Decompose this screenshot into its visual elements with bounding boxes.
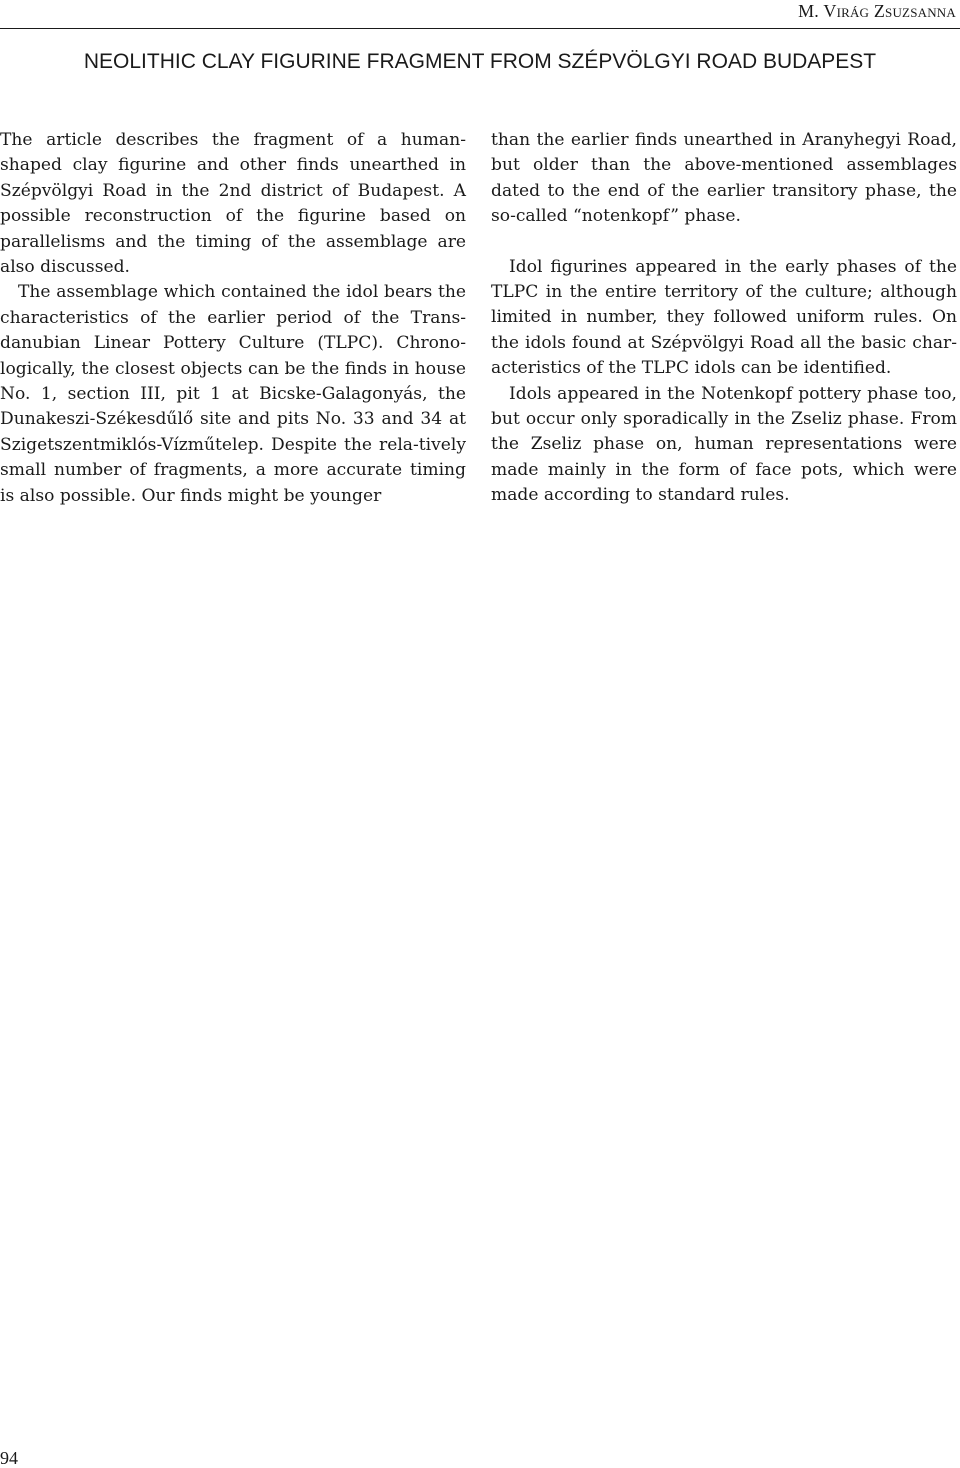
abstract-paragraph: The article describes the fragment of a human-shaped clay figurine and other finds unearthed in Szépvölgyi Road in the 2nd district of Budapest. A possible reconstruction of the figurine based on parallelisms and the timing of the assemblage are also discussed. (0, 130, 466, 278)
right-column (491, 128, 957, 509)
continuation-paragraph: than the earlier finds unearthed in Aranyhegyi Road, but older than the above-mentioned assemblages dated to the end of the earlier transitory phase, the so-called “notenkopf” phase. (491, 130, 957, 227)
running-head: M. Virág Zsuzsanna (798, 1, 956, 21)
idol-figurines-paragraph: Idol figurines appeared in the early phases of the TLPC in the entire territory of the culture; although limited in number, they followed uniform rules. On the idols found at Szépvölgyi Road all the basic char-acteristics of the TLPC idols can be identified. (491, 256, 957, 379)
left-column (0, 128, 466, 509)
assemblage-paragraph: The assemblage which contained the idol bears the characteristics of the earlier period of the Trans-danubian Linear Pottery Culture (TLPC). Chrono-logically, the closest objects can be the finds in house No. 1, section III, pit 1 at Bicske-Galagonyás, the Dunakeszi-Székesdűlő site and pits No. 33 and 34 at Szigetszentmiklós-Vízműtelep. Despite the rela-tively small number of fragments, a more accurate timing is also possible. Our finds might be younger (0, 282, 466, 506)
article-title: NEOLITHIC CLAY FIGURINE FRAGMENT FROM SZÉPVÖLGYI ROAD BUDAPEST (83, 50, 877, 73)
page-number: 94 (0, 1448, 18, 1468)
header-rule (0, 28, 960, 29)
notenkopf-paragraph: Idols appeared in the Notenkopf pottery phase too, but occur only sporadically in the Zseliz phase. From the Zseliz phase on, human representations were made mainly in the form of face pots, which were made according to standard rules. (491, 383, 957, 506)
